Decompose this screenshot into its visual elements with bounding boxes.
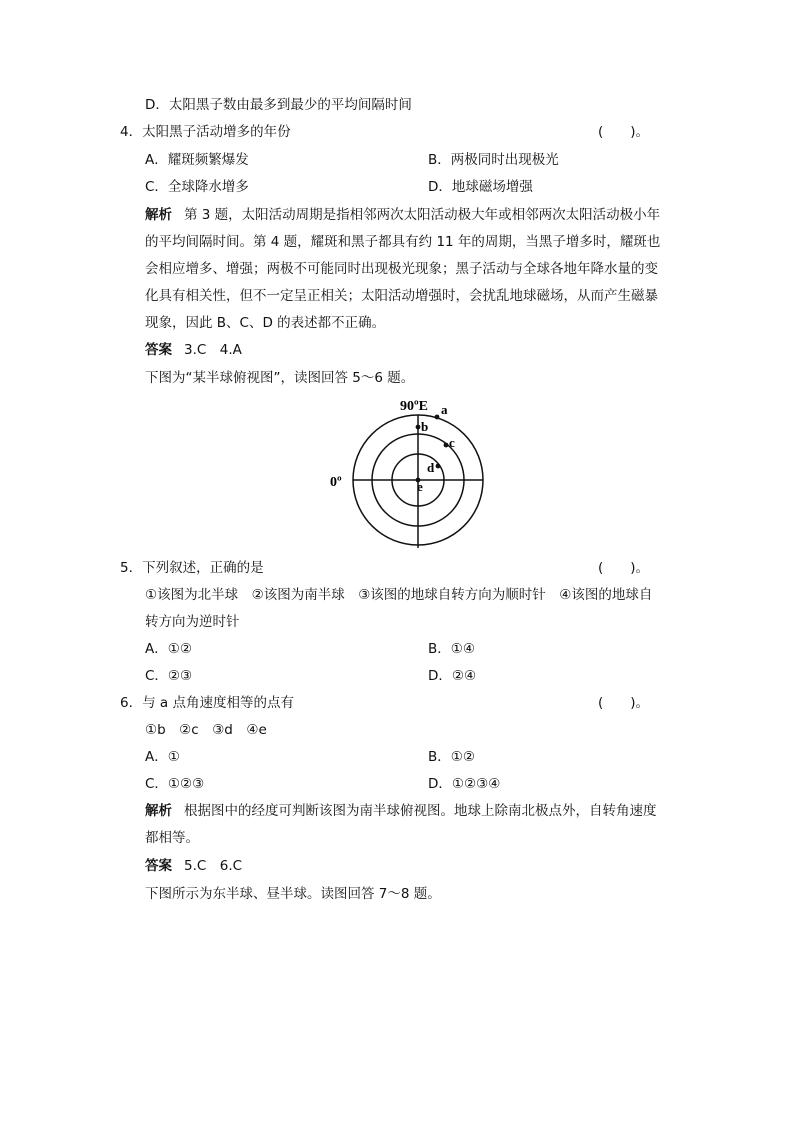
answer-2-label: 答案 bbox=[145, 858, 172, 874]
q4-answer-paren: ( )。 bbox=[598, 124, 650, 140]
point-d-label: d bbox=[427, 460, 435, 475]
intro-5-6: 下图为“某半球俯视图”，读图回答 5～6 题。 bbox=[145, 370, 415, 386]
analysis-1-label: 解析 bbox=[145, 207, 172, 223]
point-c-dot bbox=[444, 443, 449, 448]
answer-1 bbox=[145, 340, 242, 360]
q6-statements: ①b ②c ③d ④e bbox=[145, 722, 267, 738]
q6-option-c: C．①②③ bbox=[145, 776, 205, 792]
answer-2 bbox=[145, 856, 242, 876]
q4-option-b: B．两极同时出现极光 bbox=[428, 152, 559, 168]
q5-option-b: B．①④ bbox=[428, 641, 475, 657]
point-e-label: e bbox=[417, 479, 423, 494]
analysis-2-label: 解析 bbox=[145, 803, 172, 819]
q3-option-d: D．太阳黑子数由最多到最少的平均间隔时间 bbox=[145, 97, 412, 113]
analysis-1-line-4: 化具有相关性，但不一定呈正相关；太阳活动增强时，会扰乱地球磁场，从而产生磁暴 bbox=[145, 288, 658, 304]
point-b-dot bbox=[416, 425, 421, 430]
q5-option-a: A．①② bbox=[145, 641, 192, 657]
q5-stem: 5．下列叙述，正确的是 bbox=[120, 560, 264, 576]
analysis-1-line-1 bbox=[145, 205, 660, 225]
analysis-1-line-2: 的平均间隔时间。第 4 题，耀斑和黑子都具有约 11 年的周期，当黑子增多时，耀斑也 bbox=[145, 234, 661, 250]
analysis-2-line-2: 都相等。 bbox=[145, 830, 199, 846]
q5-statements-line-2: 转方向为逆时针 bbox=[145, 614, 240, 630]
q4-option-c: C．全球降水增多 bbox=[145, 179, 249, 195]
q6-answer-paren: ( )。 bbox=[598, 695, 650, 711]
point-c-label: c bbox=[449, 435, 455, 450]
analysis-1-text-1: 第 3 题，太阳活动周期是指相邻两次太阳活动极大年或相邻两次太阳活动极小年 bbox=[184, 207, 661, 223]
q4-option-a: A．耀斑频繁爆发 bbox=[145, 152, 249, 168]
analysis-2-line-1 bbox=[145, 801, 657, 821]
q5-option-c: C．②③ bbox=[145, 668, 193, 684]
analysis-1-line-5: 现象，因此 B、C、D 的表述都不正确。 bbox=[145, 315, 386, 331]
q5-answer-paren: ( )。 bbox=[598, 560, 650, 576]
q6-stem: 6．与 a 点角速度相等的点有 bbox=[120, 695, 294, 711]
q4-option-d: D．地球磁场增强 bbox=[428, 179, 533, 195]
label-90e: 90ºE bbox=[400, 399, 428, 414]
label-0: 0º bbox=[330, 475, 342, 490]
answer-1-text: 3.C 4.A bbox=[184, 342, 242, 358]
analysis-2-text-1: 根据图中的经度可判断该图为南半球俯视图。地球上除南北极点外，自转角速度 bbox=[184, 803, 657, 819]
q6-option-b: B．①② bbox=[428, 749, 475, 765]
q5-option-d: D．②④ bbox=[428, 668, 477, 684]
intro-7-8: 下图所示为东半球、昼半球。读图回答 7～8 题。 bbox=[145, 886, 441, 902]
point-a-dot bbox=[435, 415, 440, 420]
point-d-dot bbox=[436, 464, 441, 469]
q5-statements-line-1: ①该图为北半球 ②该图为南半球 ③该图的地球自转方向为顺时针 ④该图的地球自 bbox=[145, 587, 653, 603]
analysis-1-line-3: 会相应增多、增强；两极不可能同时出现极光现象；黑子活动与全球各地年降水量的变 bbox=[145, 261, 658, 277]
q6-option-d: D．①②③④ bbox=[428, 776, 501, 792]
q6-option-a: A．① bbox=[145, 749, 180, 765]
answer-1-label: 答案 bbox=[145, 342, 172, 358]
point-b-label: b bbox=[421, 419, 429, 434]
answer-2-text: 5.C 6.C bbox=[184, 858, 243, 874]
q4-stem: 4．太阳黑子活动增多的年份 bbox=[120, 124, 291, 140]
hemisphere-figure bbox=[320, 390, 500, 555]
point-a-label: a bbox=[441, 402, 448, 417]
